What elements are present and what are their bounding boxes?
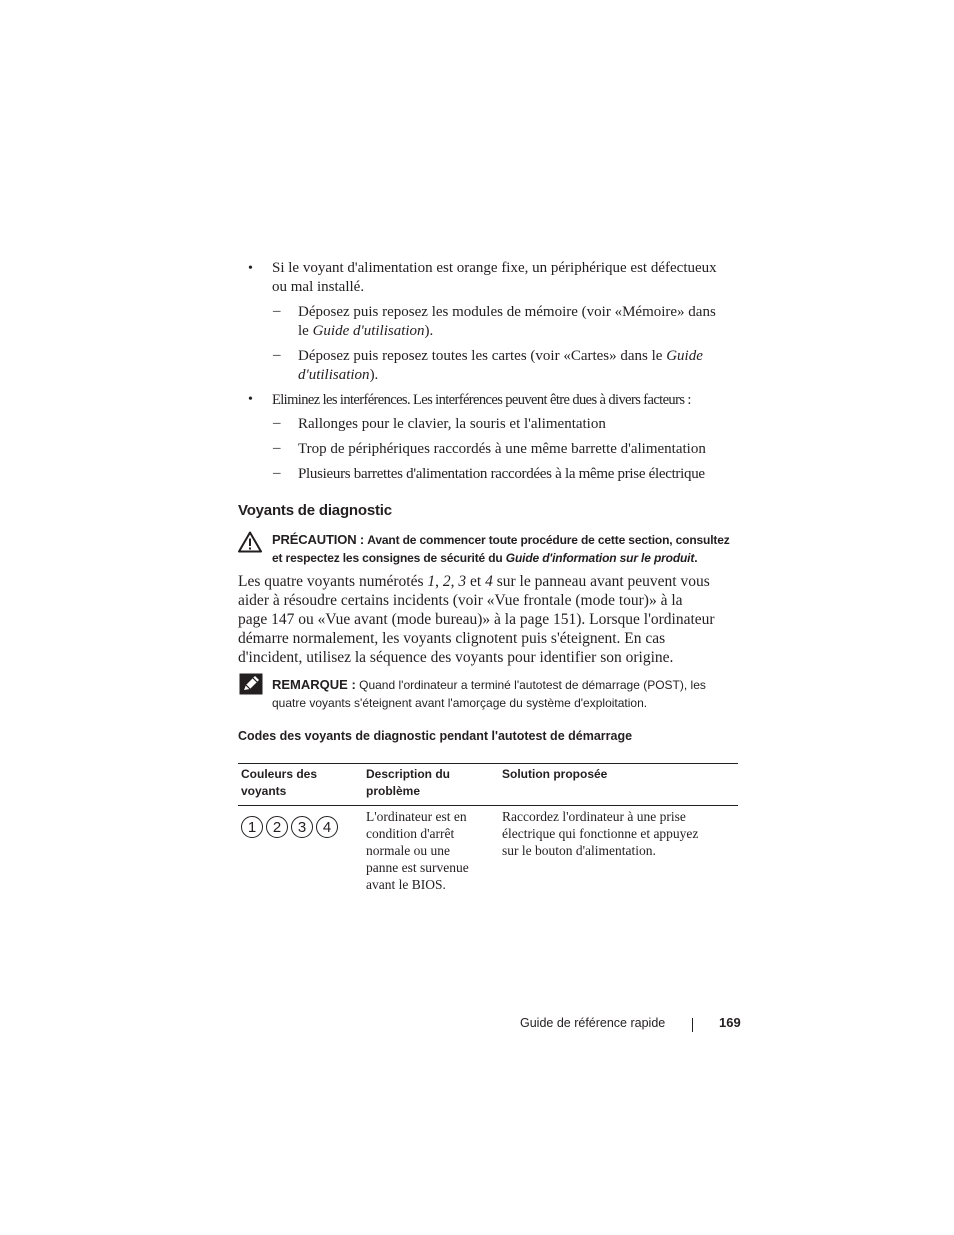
problem-description: L'ordinateur est en condition d'arrêt normale ou une panne est survenue avant le BIOS.: [366, 809, 469, 892]
bullet-line: ou mal installé.: [272, 279, 365, 295]
footer-title: Guide de référence rapide: [520, 1016, 666, 1030]
note-label: REMARQUE :: [272, 677, 356, 692]
dash-marker: –: [273, 440, 281, 456]
pencil-icon: [239, 673, 263, 700]
led-4-icon: 4: [316, 816, 338, 838]
sub-item-line: d'utilisation).: [298, 367, 379, 383]
dash-marker: –: [273, 347, 281, 363]
sub-item-line: Déposez puis reposez toutes les cartes (voir «Cartes» dans le Guide: [298, 348, 703, 364]
sub-item-line: Déposez puis reposez les modules de mémoire (voir «Mémoire» dans: [298, 304, 716, 320]
bullet-marker: •: [248, 392, 253, 407]
sub-item: Plusieurs barrettes d'alimentation raccordées à la même prise électrique: [298, 466, 705, 482]
dash-marker: –: [273, 465, 281, 481]
table-header: Couleurs des voyants: [241, 767, 318, 798]
bullet-marker: •: [248, 261, 253, 276]
table-title: Codes des voyants de diagnostic pendant l'autotest de démarrage: [238, 729, 633, 743]
table-header: Description du problème: [366, 767, 451, 798]
table-header-rule: [238, 805, 738, 806]
table-header: Solution proposée: [502, 767, 608, 781]
sub-item-line: le Guide d'utilisation).: [298, 323, 434, 339]
led-3-icon: 3: [291, 816, 313, 838]
bullet-item: [272, 259, 742, 297]
bullet-item: Eliminez les interférences. Les interférences peuvent être dues à divers facteurs :: [272, 392, 691, 408]
led-2-icon: 2: [266, 816, 288, 838]
table-top-rule: [238, 763, 738, 764]
caution-label: PRÉCAUTION :: [272, 532, 365, 547]
proposed-solution: Raccordez l'ordinateur à une prise électrique qui fonctionne et appuyez sur le bouton d'alimentation.: [502, 809, 699, 858]
sub-item: Rallonges pour le clavier, la souris et l'alimentation: [298, 416, 606, 432]
footer-separator: [692, 1018, 693, 1032]
led-1-icon: 1: [241, 816, 263, 838]
sub-item: [298, 303, 748, 341]
dash-marker: –: [273, 303, 281, 319]
body-paragraph: Les quatre voyants numérotés 1, 2, 3 et 4 sur le panneau avant peuvent vous aider à résoudre certains incidents (voir «Vue frontale (mode tour)» à la page 147 ou «Vue avant (mode bureau)» à la page 151). Lorsque l'ordinateur démarre normalement, les voyants clignotent puis s'éteignent. En cas d'incident, utilisez la séquence des voyants pour identifier son origine.: [238, 573, 715, 666]
section-heading: Voyants de diagnostic: [238, 502, 392, 519]
sub-item: Trop de périphériques raccordés à une même barrette d'alimentation: [298, 441, 706, 457]
led-pattern: [241, 816, 341, 838]
warning-icon: [238, 531, 262, 558]
caution-notice: PRÉCAUTION : Avant de commencer toute procédure de cette section, consultez et respectez les consignes de sécurité du Guide d'information sur le produit.: [272, 532, 730, 565]
dash-marker: –: [273, 415, 281, 431]
note-notice: REMARQUE : Quand l'ordinateur a terminé l'autotest de démarrage (POST), les quatre voyants s'éteignent avant l'amorçage du système d'exploitation.: [272, 677, 706, 710]
bullet-line: Si le voyant d'alimentation est orange fixe, un périphérique est défectueux: [272, 260, 717, 276]
page-number: 169: [719, 1015, 741, 1030]
sub-item: [298, 347, 748, 385]
